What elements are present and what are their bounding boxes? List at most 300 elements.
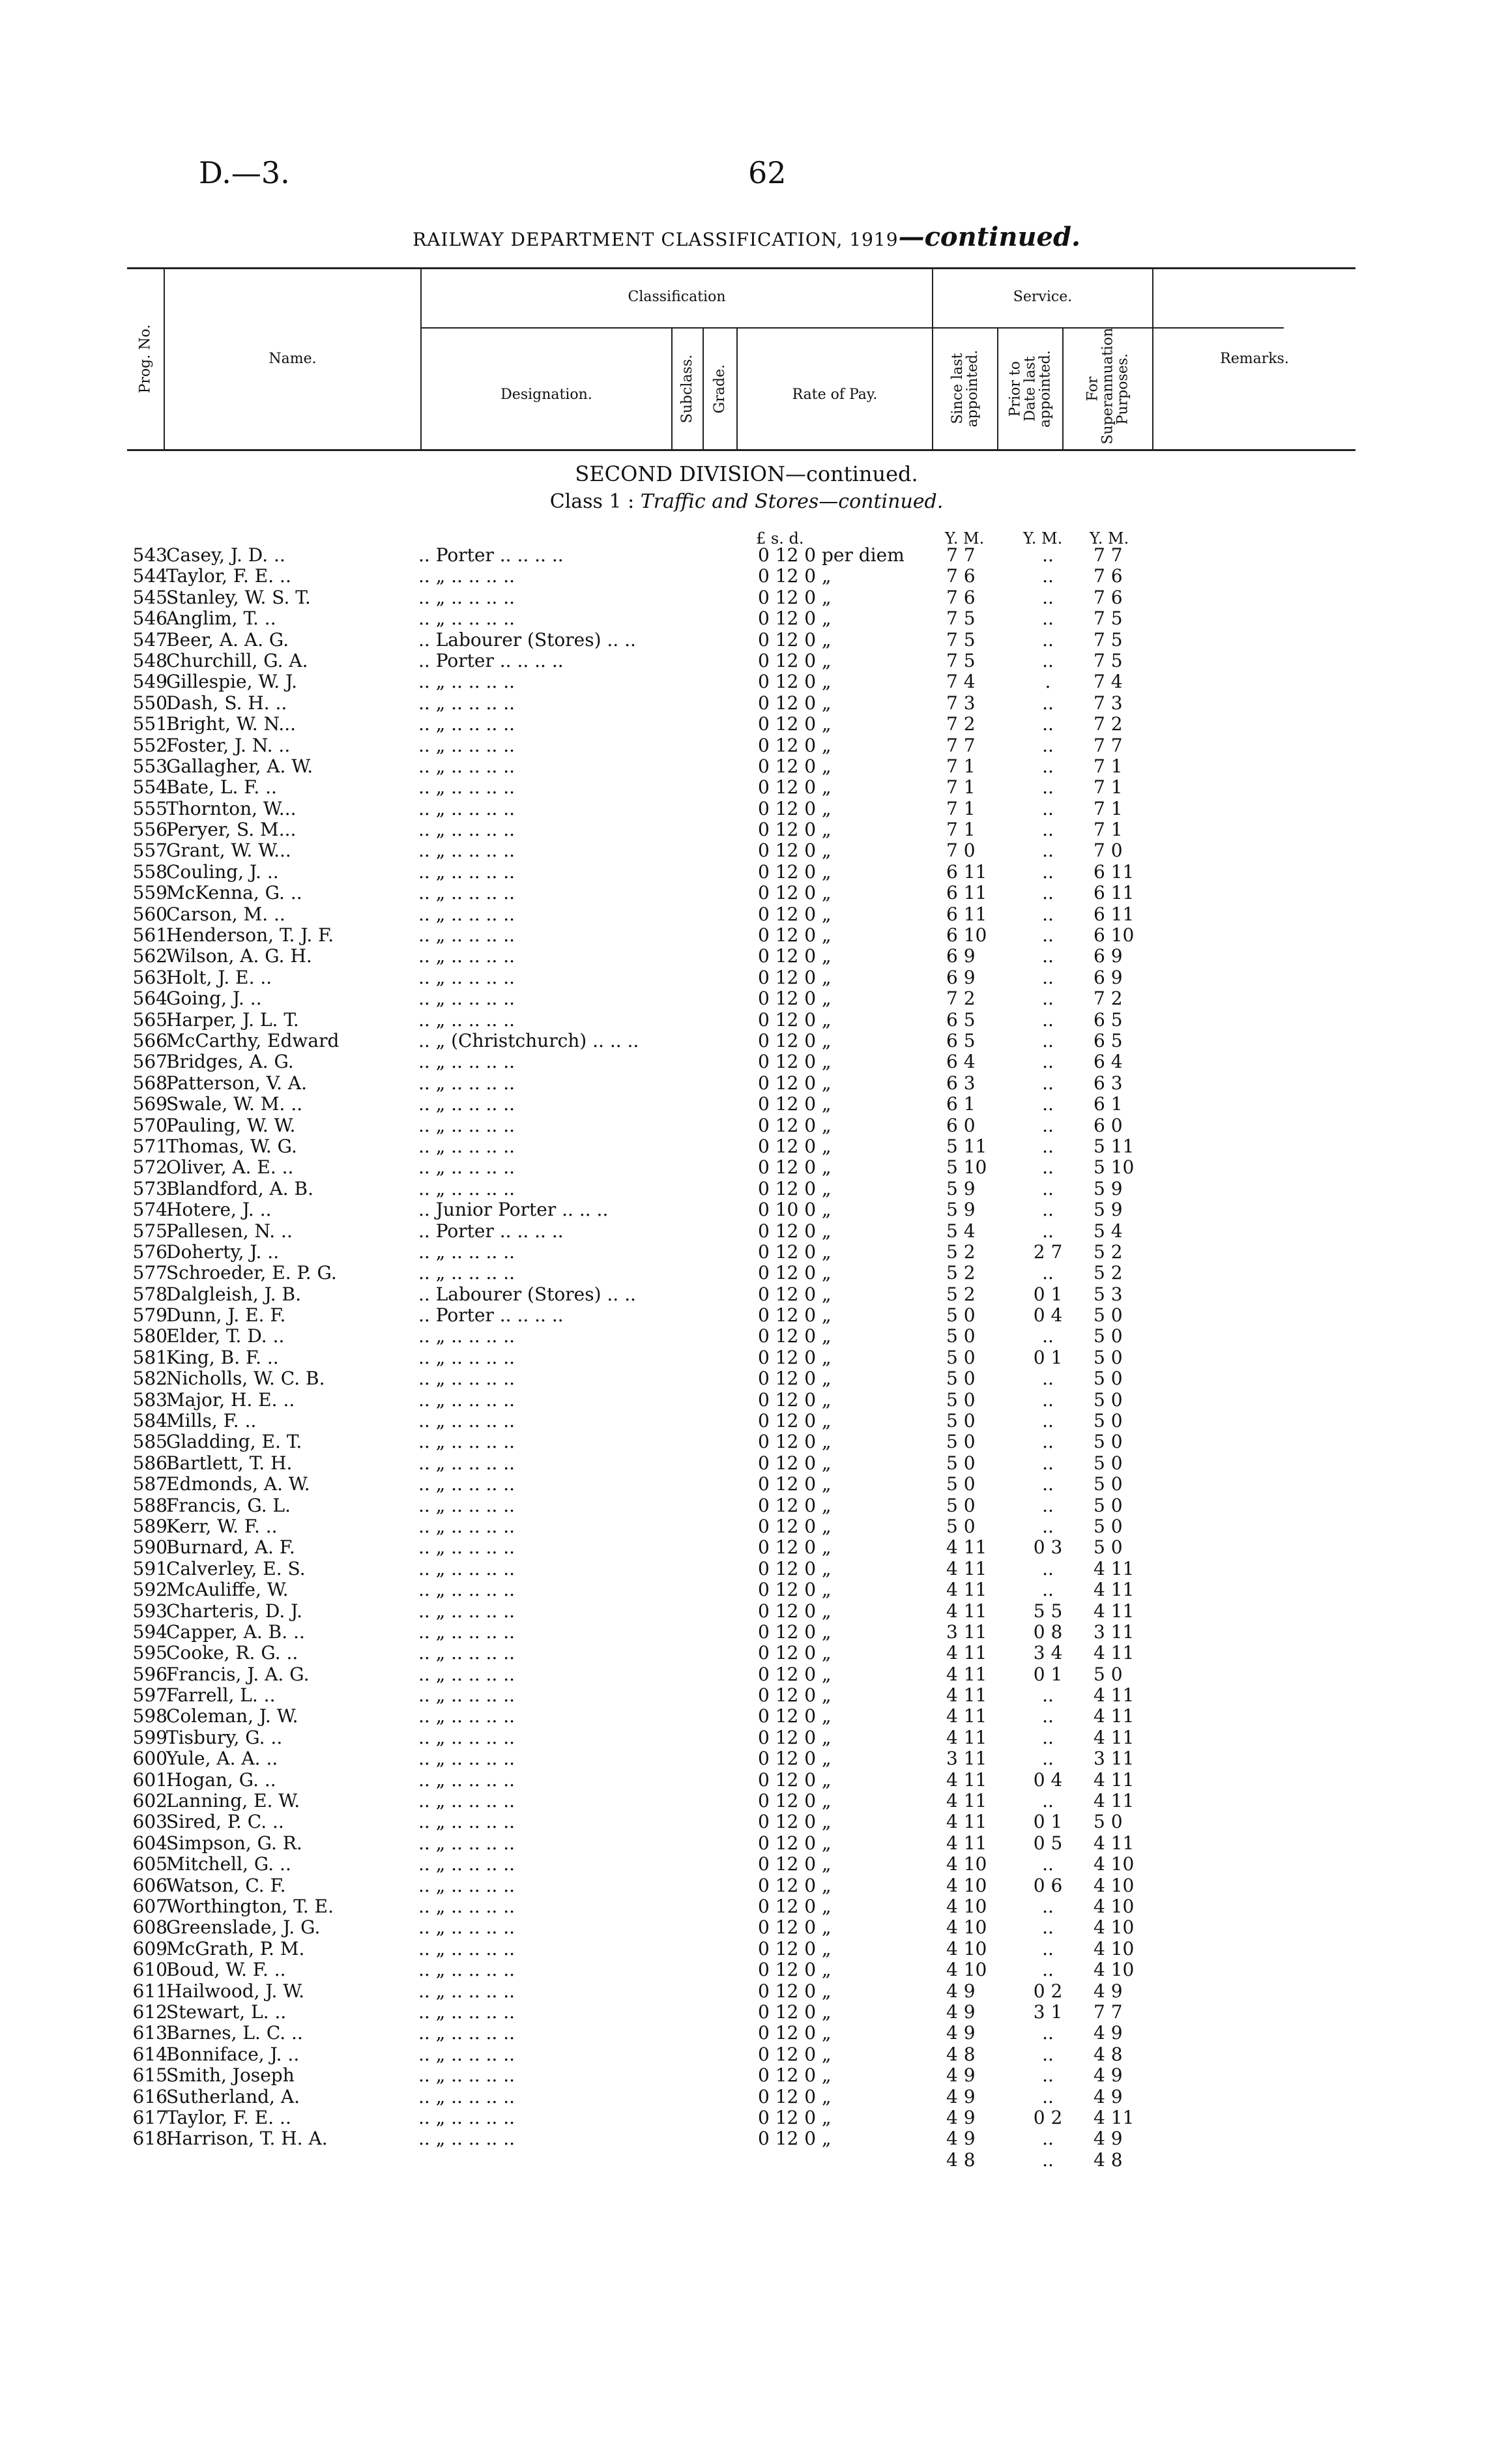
rate-of-pay-cell: 0 12 0 „ (758, 1980, 832, 2002)
table-row (0, 799, 1493, 819)
table-row (0, 1685, 1493, 1706)
table-row (0, 1579, 1493, 1600)
designation-cell: .. „ .. .. .. .. (418, 1536, 515, 1559)
rate-of-pay-cell: 0 12 0 „ (758, 1768, 832, 1791)
header-classification: Classification (628, 288, 726, 305)
prog-no-cell: 614 (132, 2043, 167, 2065)
table-row (0, 1305, 1493, 1326)
name-cell: McGrath, P. M. (166, 1937, 305, 1959)
since-last-cell: 7 7 (946, 544, 976, 566)
rate-of-pay-cell: 0 12 0 „ (758, 1642, 832, 1664)
superannuation-cell: 5 10 (1094, 1156, 1135, 1179)
prior-to-cell: 0 2 (1033, 2106, 1063, 2128)
prior-to-cell: 0 1 (1033, 1283, 1063, 1305)
designation-cell: .. „ .. .. .. .. (418, 1748, 515, 1770)
rate-of-pay-cell: 0 12 0 „ (758, 1579, 832, 1601)
since-last-cell: 6 4 (946, 1051, 976, 1073)
prior-to-cell: .. (1042, 1093, 1054, 1115)
rate-of-pay-cell: 0 12 0 „ (758, 966, 832, 988)
rate-of-pay-cell: 0 12 0 „ (758, 1029, 832, 1051)
rate-of-pay-cell: 0 12 0 „ (758, 1874, 832, 1896)
prog-no-cell: 581 (132, 1346, 167, 1368)
designation-cell: .. „ .. .. .. .. (418, 1156, 515, 1179)
table-row (0, 1474, 1493, 1495)
prog-no-cell: 595 (132, 1642, 167, 1664)
name-cell: Smith, Joseph (166, 2064, 295, 2087)
rate-of-pay-cell: 0 12 0 „ (758, 2022, 832, 2044)
table-row (0, 608, 1493, 629)
rate-of-pay-cell: 0 12 0 „ (758, 1156, 832, 1179)
name-cell: Boud, W. F. .. (166, 1959, 286, 1981)
name-cell: Dalgleish, J. B. (166, 1283, 302, 1305)
prior-to-cell: .. (1042, 1177, 1054, 1199)
header-for-super: For Superannuation Purposes. (1084, 327, 1131, 445)
prior-to-cell: .. (1042, 565, 1054, 587)
name-cell: Capper, A. B. .. (166, 1621, 305, 1643)
designation-cell: .. „ .. .. .. .. (418, 1515, 515, 1537)
prog-no-cell: 613 (132, 2022, 167, 2044)
prog-no-cell: 569 (132, 1093, 167, 1115)
rate-of-pay-cell: 0 12 0 „ (758, 1684, 832, 1707)
prog-no-cell: 556 (132, 819, 167, 841)
since-last-cell: 4 9 (946, 2128, 976, 2150)
prog-no-cell: 576 (132, 1240, 167, 1263)
since-last-cell: 7 3 (946, 692, 976, 714)
since-last-cell: 6 9 (946, 966, 976, 988)
superannuation-cell: 5 0 (1094, 1663, 1123, 1685)
rate-of-pay-cell: 0 12 0 „ (758, 840, 832, 862)
since-last-cell: 3 11 (946, 1748, 987, 1770)
table-row (0, 1791, 1493, 1811)
rate-of-pay-cell: 0 12 0 „ (758, 903, 832, 925)
superannuation-cell: 4 11 (1094, 1768, 1135, 1791)
rate-of-pay-cell: 0 12 0 per diem (758, 544, 905, 566)
rate-of-pay-cell: 0 12 0 „ (758, 1896, 832, 1917)
since-last-cell: 4 10 (946, 1874, 987, 1896)
prog-no-cell: 610 (132, 1959, 167, 1981)
since-last-cell: 4 10 (946, 1896, 987, 1917)
superannuation-cell: 6 11 (1094, 882, 1135, 904)
rate-of-pay-cell: 0 12 0 „ (758, 797, 832, 819)
prior-to-cell: .. (1042, 1959, 1054, 1981)
table-row (0, 2150, 1493, 2171)
since-last-cell: 7 6 (946, 586, 976, 608)
table-row (0, 1431, 1493, 1452)
table-row (0, 2002, 1493, 2023)
designation-cell: .. „ .. .. .. .. (418, 671, 515, 693)
header-prog-no: Prog. No. (137, 325, 154, 394)
since-last-cell: 4 11 (946, 1684, 987, 1707)
prior-to-cell: .. (1042, 840, 1054, 862)
superannuation-cell: 5 0 (1094, 1536, 1123, 1559)
designation-cell: .. „ .. .. .. .. (418, 755, 515, 777)
prior-to-cell: .. (1042, 2022, 1054, 2044)
name-cell: Beer, A. A. G. (166, 628, 289, 651)
designation-cell: .. „ .. .. .. .. (418, 1177, 515, 1199)
designation-cell: .. „ .. .. .. .. (418, 1579, 515, 1601)
table-row (0, 566, 1493, 587)
since-last-cell: 6 1 (946, 1093, 976, 1115)
name-cell: Patterson, V. A. (166, 1072, 308, 1094)
since-last-cell: 5 0 (946, 1494, 976, 1516)
rate-of-pay-cell: 0 12 0 „ (758, 988, 832, 1010)
since-last-cell: 5 0 (946, 1368, 976, 1390)
designation-cell: .. „ .. .. .. .. (418, 2085, 515, 2107)
rate-of-pay-cell: 0 12 0 „ (758, 1325, 832, 1347)
designation-cell: .. „ .. .. .. .. (418, 819, 515, 841)
prog-no-cell: 559 (132, 882, 167, 904)
superannuation-cell: 5 9 (1094, 1199, 1123, 1221)
designation-cell: .. „ .. .. .. .. (418, 1959, 515, 1981)
prior-to-cell: .. (1042, 1705, 1054, 1727)
title-suffix: —continued. (898, 222, 1080, 252)
prior-to-cell: .. (1042, 1029, 1054, 1051)
prog-no-cell: 592 (132, 1579, 167, 1601)
prior-to-cell: .. (1042, 988, 1054, 1010)
rate-of-pay-cell: 0 12 0 „ (758, 1705, 832, 1727)
prior-to-cell: 0 6 (1033, 1874, 1063, 1896)
prior-to-cell: 0 4 (1033, 1304, 1063, 1327)
name-cell: Anglim, T. .. (166, 608, 276, 630)
prior-to-cell: .. (1042, 1579, 1054, 1601)
designation-cell: .. „ .. .. .. .. (418, 2022, 515, 2044)
name-cell: Foster, J. N. .. (166, 734, 291, 756)
name-cell: Henderson, T. J. F. (166, 924, 334, 946)
rate-of-pay-cell: 0 12 0 „ (758, 2085, 832, 2107)
prior-to-cell: .. (1042, 1473, 1054, 1495)
since-last-cell: 4 10 (946, 1937, 987, 1959)
since-last-cell: 4 9 (946, 2106, 976, 2128)
prog-no-cell: 605 (132, 1853, 167, 1875)
rate-of-pay-cell: 0 12 0 „ (758, 586, 832, 608)
table-row (0, 1896, 1493, 1917)
superannuation-cell: 6 9 (1094, 966, 1123, 988)
table-row (0, 2087, 1493, 2107)
name-cell: Harper, J. L. T. (166, 1008, 299, 1031)
prog-no-cell: 547 (132, 628, 167, 651)
prior-to-cell: 0 4 (1033, 1768, 1063, 1791)
name-cell: Bridges, A. G. (166, 1051, 294, 1073)
since-last-cell: 4 11 (946, 1536, 987, 1559)
since-last-cell: 7 1 (946, 755, 976, 777)
name-cell: Cooke, R. G. .. (166, 1642, 298, 1664)
name-cell: Tisbury, G. .. (166, 1726, 283, 1748)
class-heading (0, 490, 1493, 513)
designation-cell: .. „ .. .. .. .. (418, 1896, 515, 1917)
superannuation-cell: 6 10 (1094, 924, 1135, 946)
designation-cell: .. „ .. .. .. .. (418, 2128, 515, 2150)
designation-cell: .. „ .. .. .. .. (418, 1431, 515, 1453)
name-cell: Major, H. E. .. (166, 1388, 295, 1411)
name-cell: Stewart, L. .. (166, 2001, 287, 2023)
superannuation-cell: 7 2 (1094, 713, 1123, 735)
name-cell: Edmonds, A. W. (166, 1473, 310, 1495)
rate-of-pay-cell: 0 12 0 „ (758, 819, 832, 841)
table-row (0, 1453, 1493, 1474)
prior-to-cell: 0 5 (1033, 1832, 1063, 1854)
rate-of-pay-cell: 0 12 0 „ (758, 1811, 832, 1833)
designation-cell: .. „ .. .. .. .. (418, 2043, 515, 2065)
superannuation-cell: 7 5 (1094, 608, 1123, 630)
superannuation-cell: 7 7 (1094, 734, 1123, 756)
prior-to-cell: .. (1042, 1748, 1054, 1770)
rate-of-pay-cell: 0 12 0 „ (758, 1663, 832, 1685)
prior-to-cell: .. (1042, 924, 1054, 946)
table-row (0, 1094, 1493, 1115)
prior-to-cell: .. (1042, 755, 1054, 777)
since-last-cell: 7 6 (946, 565, 976, 587)
table-row (0, 925, 1493, 946)
table-row (0, 1031, 1493, 1051)
since-last-cell: 6 5 (946, 1008, 976, 1031)
prior-to-cell: .. (1042, 1410, 1054, 1432)
rate-of-pay-cell: 0 12 0 „ (758, 1346, 832, 1368)
table-row (0, 1242, 1493, 1263)
superannuation-cell: 6 5 (1094, 1029, 1123, 1051)
since-last-cell: 4 11 (946, 1726, 987, 1748)
designation-cell: .. „ .. .. .. .. (418, 1980, 515, 2002)
since-last-cell: 5 0 (946, 1388, 976, 1411)
prior-to-cell: .. (1042, 860, 1054, 883)
superannuation-cell: 5 2 (1094, 1240, 1123, 1263)
superannuation-cell: 5 0 (1094, 1388, 1123, 1411)
designation-cell: .. „ .. .. .. .. (418, 1600, 515, 1622)
since-last-cell: 6 5 (946, 1029, 976, 1051)
rate-of-pay-cell: 0 12 0 „ (758, 671, 832, 693)
table-row (0, 714, 1493, 735)
designation-cell: .. „ .. .. .. .. (418, 840, 515, 862)
rate-of-pay-cell: 0 12 0 „ (758, 1262, 832, 1284)
since-last-cell: 6 11 (946, 882, 987, 904)
superannuation-cell: 4 9 (1094, 2064, 1123, 2087)
superannuation-cell: 3 11 (1094, 1748, 1135, 1770)
header-since-last: Since last appointed. (949, 350, 981, 428)
units-prior: Y. M. (1023, 529, 1063, 548)
rate-of-pay-cell: 0 12 0 „ (758, 649, 832, 671)
table-row (0, 1010, 1493, 1031)
rate-of-pay-cell: 0 12 0 „ (758, 713, 832, 735)
name-cell: Churchill, G. A. (166, 649, 308, 671)
designation-cell: .. „ .. .. .. .. (418, 734, 515, 756)
units-since: Y. M. (945, 529, 985, 548)
table-row (0, 840, 1493, 861)
superannuation-cell: 4 10 (1094, 1853, 1135, 1875)
prior-to-cell: .. (1042, 2085, 1054, 2107)
superannuation-cell: 4 11 (1094, 2106, 1135, 2128)
since-last-cell: 5 0 (946, 1452, 976, 1474)
rate-of-pay-cell: 0 12 0 „ (758, 1093, 832, 1115)
prog-no-cell: 549 (132, 671, 167, 693)
prog-no-cell: 591 (132, 1557, 167, 1579)
designation-cell: .. „ .. .. .. .. (418, 1072, 515, 1094)
table-row (0, 735, 1493, 756)
prog-no-cell: 579 (132, 1304, 167, 1327)
prog-no-cell: 566 (132, 1029, 167, 1051)
since-last-cell: 4 10 (946, 1916, 987, 1939)
since-last-cell: 3 11 (946, 1621, 987, 1643)
rate-of-pay-cell: 0 12 0 „ (758, 1473, 832, 1495)
table-row (0, 819, 1493, 840)
table-row (0, 1664, 1493, 1685)
rate-of-pay-cell: 0 12 0 „ (758, 1177, 832, 1199)
rate-of-pay-cell: 0 12 0 „ (758, 755, 832, 777)
prog-no-cell: 564 (132, 988, 167, 1010)
name-cell: Taylor, F. E. .. (166, 565, 291, 587)
designation-cell: .. „ .. .. .. .. (418, 1874, 515, 1896)
name-cell: Doherty, J. .. (166, 1240, 280, 1263)
prog-no-cell: 589 (132, 1515, 167, 1537)
designation-cell: .. „ .. .. .. .. (418, 1853, 515, 1875)
name-cell: Gladding, E. T. (166, 1431, 302, 1453)
designation-cell: .. „ .. .. .. .. (418, 860, 515, 883)
table-row (0, 1875, 1493, 1896)
prior-to-cell: .. (1042, 1220, 1054, 1242)
name-cell: Calverley, E. S. (166, 1557, 306, 1579)
name-cell: Wilson, A. G. H. (166, 945, 312, 967)
rate-of-pay-cell: 0 12 0 „ (758, 1790, 832, 1812)
prior-to-cell: .. (1042, 1557, 1054, 1579)
superannuation-cell: 4 9 (1094, 2085, 1123, 2107)
rate-of-pay-cell: 0 12 0 „ (758, 1135, 832, 1157)
since-last-cell: 5 0 (946, 1473, 976, 1495)
prog-no-cell: 544 (132, 565, 167, 587)
rate-of-pay-cell: 0 12 0 „ (758, 1051, 832, 1073)
prior-to-cell: .. (1042, 734, 1054, 756)
since-last-cell: 4 11 (946, 1790, 987, 1812)
prog-no-cell: 574 (132, 1199, 167, 1221)
rate-of-pay-cell: 0 12 0 „ (758, 1368, 832, 1390)
superannuation-cell: 5 0 (1094, 1473, 1123, 1495)
name-cell: Mitchell, G. .. (166, 1853, 291, 1875)
since-last-cell: 4 11 (946, 1663, 987, 1685)
designation-cell: .. „ .. .. .. .. (418, 1473, 515, 1495)
table-body (0, 545, 1493, 2171)
rate-of-pay-cell: 0 12 0 „ (758, 2064, 832, 2087)
name-cell: Oliver, A. E. .. (166, 1156, 294, 1179)
since-last-cell: 7 0 (946, 840, 976, 862)
prior-to-cell: .. (1042, 797, 1054, 819)
designation-cell: .. „ .. .. .. .. (418, 776, 515, 799)
name-cell: Greenslade, J. G. (166, 1916, 321, 1939)
name-cell: Francis, G. L. (166, 1494, 291, 1516)
designation-cell: .. „ .. .. .. .. (418, 988, 515, 1010)
name-cell: Hogan, G. .. (166, 1768, 276, 1791)
prog-no-cell: 588 (132, 1494, 167, 1516)
name-cell: Simpson, G. R. (166, 1832, 302, 1854)
superannuation-cell: 6 1 (1094, 1093, 1123, 1115)
designation-cell: .. „ .. .. .. .. (418, 1557, 515, 1579)
table-row (0, 777, 1493, 798)
designation-cell: .. „ .. .. .. .. (418, 1663, 515, 1685)
prior-to-cell: .. (1042, 1684, 1054, 1707)
rate-of-pay-cell: 0 12 0 „ (758, 1072, 832, 1094)
prior-to-cell: .. (1042, 903, 1054, 925)
table-row (0, 1179, 1493, 1199)
header-rate-of-pay: Rate of Pay. (792, 386, 878, 403)
prog-no-cell: 603 (132, 1811, 167, 1833)
superannuation-cell: 6 4 (1094, 1051, 1123, 1073)
table-row (0, 1284, 1493, 1305)
page-title (0, 222, 1493, 252)
table-row (0, 1643, 1493, 1664)
designation-cell: .. Porter .. .. .. .. (418, 649, 564, 671)
prior-to-cell: .. (1042, 2064, 1054, 2087)
designation-cell: .. „ .. .. .. .. (418, 1832, 515, 1854)
designation-cell: .. „ .. .. .. .. (418, 1410, 515, 1432)
prior-to-cell: .. (1042, 628, 1054, 651)
prog-no-cell: 609 (132, 1937, 167, 1959)
prog-no-cell: 562 (132, 945, 167, 967)
name-cell: Couling, J. .. (166, 860, 279, 883)
superannuation-cell: 7 5 (1094, 649, 1123, 671)
prior-to-cell: .. (1042, 1431, 1054, 1453)
designation-cell: .. „ .. .. .. .. (418, 608, 515, 630)
prior-to-cell: .. (1042, 1853, 1054, 1875)
table-row (0, 2128, 1493, 2149)
superannuation-cell: 6 11 (1094, 903, 1135, 925)
rate-of-pay-cell: 0 12 0 „ (758, 628, 832, 651)
prior-to-cell: .. (1042, 1937, 1054, 1959)
prior-to-cell: .. (1042, 1114, 1054, 1136)
designation-cell: .. „ .. .. .. .. (418, 2064, 515, 2087)
superannuation-cell: 4 8 (1094, 2043, 1123, 2065)
since-last-cell: 7 1 (946, 819, 976, 841)
superannuation-cell: 5 0 (1094, 1410, 1123, 1432)
table-row (0, 1833, 1493, 1854)
table-row (0, 2044, 1493, 2065)
since-last-cell: 4 11 (946, 1642, 987, 1664)
prior-to-cell: .. (1042, 1726, 1054, 1748)
prior-to-cell: 0 1 (1033, 1663, 1063, 1685)
superannuation-cell: 4 10 (1094, 1959, 1135, 1981)
prior-to-cell: .. (1042, 1790, 1054, 1812)
superannuation-cell: 6 9 (1094, 945, 1123, 967)
designation-cell: .. „ .. .. .. .. (418, 1008, 515, 1031)
superannuation-cell: 5 0 (1094, 1346, 1123, 1368)
superannuation-cell: 3 11 (1094, 1621, 1135, 1643)
table-row (0, 1347, 1493, 1368)
division-heading: SECOND DIVISION—continued. (575, 462, 918, 486)
table-row (0, 1811, 1493, 1832)
rate-of-pay-cell: 0 12 0 „ (758, 882, 832, 904)
header-subclass: Subclass. (679, 354, 696, 424)
units-pay: £ s. d. (756, 529, 804, 548)
name-cell: Francis, J. A. G. (166, 1663, 310, 1685)
table-row (0, 1073, 1493, 1094)
table-row (0, 545, 1493, 566)
since-last-cell: 4 11 (946, 1600, 987, 1622)
superannuation-cell: 4 11 (1094, 1790, 1135, 1812)
prior-to-cell: 0 1 (1033, 1811, 1063, 1833)
name-cell: Barnes, L. C. .. (166, 2022, 303, 2044)
prog-no-cell: 563 (132, 966, 167, 988)
prog-no-cell: 584 (132, 1410, 167, 1432)
table-row (0, 630, 1493, 651)
rate-of-pay-cell: 0 12 0 „ (758, 1515, 832, 1537)
name-cell: Casey, J. D. .. (166, 544, 285, 566)
rate-of-pay-cell: 0 12 0 „ (758, 1937, 832, 1959)
table-row (0, 904, 1493, 925)
since-last-cell: 4 10 (946, 1959, 987, 1981)
since-last-cell: 5 0 (946, 1410, 976, 1432)
superannuation-cell: 7 6 (1094, 565, 1123, 587)
since-last-cell: 4 8 (946, 2043, 976, 2065)
designation-cell: .. „ .. .. .. .. (418, 1494, 515, 1516)
name-cell: Carson, M. .. (166, 903, 285, 925)
table-row (0, 1559, 1493, 1579)
prog-no-cell: 545 (132, 586, 167, 608)
name-cell: Sired, P. C. .. (166, 1811, 284, 1833)
